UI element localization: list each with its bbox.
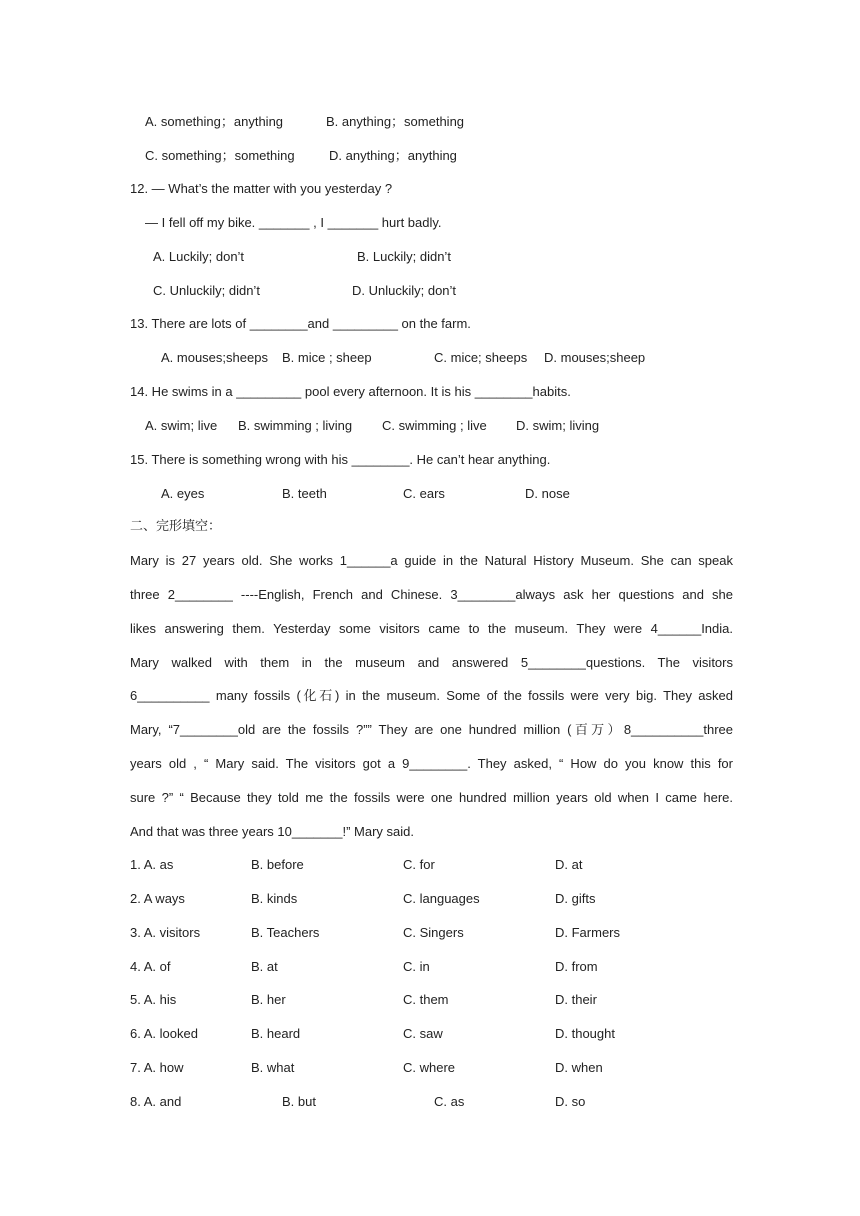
q15-option-c: C. ears bbox=[403, 486, 445, 501]
q12-option-b: B. Luckily; didn’t bbox=[357, 249, 451, 264]
cloze-option: D. at bbox=[555, 857, 583, 872]
cloze-option: B. what bbox=[251, 1060, 295, 1075]
q13-option-c: C. mice; sheeps bbox=[434, 350, 528, 365]
q11-option-a: A. something；anything bbox=[145, 114, 284, 129]
cloze-option: C. where bbox=[403, 1060, 456, 1075]
q11-option-b: B. anything；something bbox=[326, 114, 465, 129]
cloze-option: C. as bbox=[434, 1094, 465, 1109]
passage-line: three 2________ ----English, French and Chinese. 3________always ask her questions and she bbox=[130, 587, 733, 602]
q12-stem: 12. — What’s the matter with you yesterday ? bbox=[130, 181, 393, 196]
q13-option-d: D. mouses;sheep bbox=[544, 350, 646, 365]
q12-reply: — I fell off my bike. _______ , I _______ hurt badly. bbox=[145, 215, 442, 230]
q14-option-d: D. swim; living bbox=[516, 418, 600, 433]
passage-line: likes answering them. Yesterday some visitors came to the museum. They were 4______India. bbox=[130, 621, 733, 636]
cloze-option: C. saw bbox=[403, 1026, 443, 1041]
cloze-option: 3. A. visitors bbox=[130, 925, 201, 940]
cloze-option: D. gifts bbox=[555, 891, 596, 906]
cloze-option: D. so bbox=[555, 1094, 586, 1109]
cloze-option: B. kinds bbox=[251, 891, 298, 906]
q13-option-b: B. mice ; sheep bbox=[282, 350, 372, 365]
q15-option-a: A. eyes bbox=[161, 486, 205, 501]
passage-line: Mary is 27 years old. She works 1______a guide in the Natural History Museum. She can speak bbox=[130, 553, 733, 568]
passage-line: sure ?” “ Because they told me the fossils were one hundred million years old when I came here. bbox=[130, 790, 733, 805]
q15-option-d: D. nose bbox=[525, 486, 570, 501]
q13-stem: 13. There are lots of ________and _________ on the farm. bbox=[130, 316, 471, 331]
cloze-option: D. from bbox=[555, 959, 598, 974]
cloze-option: C. in bbox=[403, 959, 430, 974]
cloze-option: C. them bbox=[403, 992, 449, 1007]
cloze-option: D. thought bbox=[555, 1026, 615, 1041]
q14-option-b: B. swimming ; living bbox=[238, 418, 353, 433]
cloze-option: B. heard bbox=[251, 1026, 301, 1041]
cloze-option: 5. A. his bbox=[130, 992, 177, 1007]
q13-option-a: A. mouses;sheeps bbox=[161, 350, 268, 365]
q11-option-c: C. something；something bbox=[145, 148, 295, 163]
cloze-option: D. Farmers bbox=[555, 925, 620, 940]
q15-option-b: B. teeth bbox=[282, 486, 327, 501]
passage-line: 6__________ many fossils (化石) in the museum. Some of the fossils were very big. They asked bbox=[130, 688, 733, 703]
cloze-option: B. before bbox=[251, 857, 304, 872]
cloze-option: 7. A. how bbox=[130, 1060, 184, 1075]
q15-stem: 15. There is something wrong with his ________. He can’t hear anything. bbox=[130, 452, 551, 467]
cloze-option: D. when bbox=[555, 1060, 603, 1075]
q12-option-d: D. Unluckily; don’t bbox=[352, 283, 457, 298]
cloze-option: 8. A. and bbox=[130, 1094, 182, 1109]
q12-option-a: A. Luckily; don’t bbox=[153, 249, 245, 264]
q14-option-a: A. swim; live bbox=[145, 418, 218, 433]
cloze-option: 1. A. as bbox=[130, 857, 174, 872]
q14-stem: 14. He swims in a _________ pool every afternoon. It is his ________habits. bbox=[130, 384, 571, 399]
cloze-option: D. their bbox=[555, 992, 597, 1007]
cloze-option: C. languages bbox=[403, 891, 480, 906]
q14-option-c: C. swimming ; live bbox=[382, 418, 487, 433]
passage-line: And that was three years 10_______!” Mary said. bbox=[130, 824, 414, 839]
cloze-option: B. at bbox=[251, 959, 278, 974]
cloze-option: B. her bbox=[251, 992, 286, 1007]
passage-line: Mary walked with them in the museum and answered 5________questions. The visitors bbox=[130, 655, 733, 670]
cloze-option: 6. A. looked bbox=[130, 1026, 198, 1041]
cloze-option: 2. A ways bbox=[130, 891, 185, 906]
q12-option-c: C. Unluckily; didn’t bbox=[153, 283, 260, 298]
cloze-option: 4. A. of bbox=[130, 959, 171, 974]
passage-line: years old , “ Mary said. The visitors got a 9________. They asked, “ How do you know this for bbox=[130, 756, 733, 771]
cloze-option: C. for bbox=[403, 857, 435, 872]
cloze-option: B. but bbox=[282, 1094, 316, 1109]
cloze-option: B. Teachers bbox=[251, 925, 320, 940]
q11-option-d: D. anything；anything bbox=[329, 148, 457, 163]
section-title: 二、完形填空： bbox=[130, 519, 222, 534]
passage-line: Mary, “7________old are the fossils ?”” They are one hundred million (百万）8__________three bbox=[130, 722, 733, 737]
cloze-option: C. Singers bbox=[403, 925, 464, 940]
